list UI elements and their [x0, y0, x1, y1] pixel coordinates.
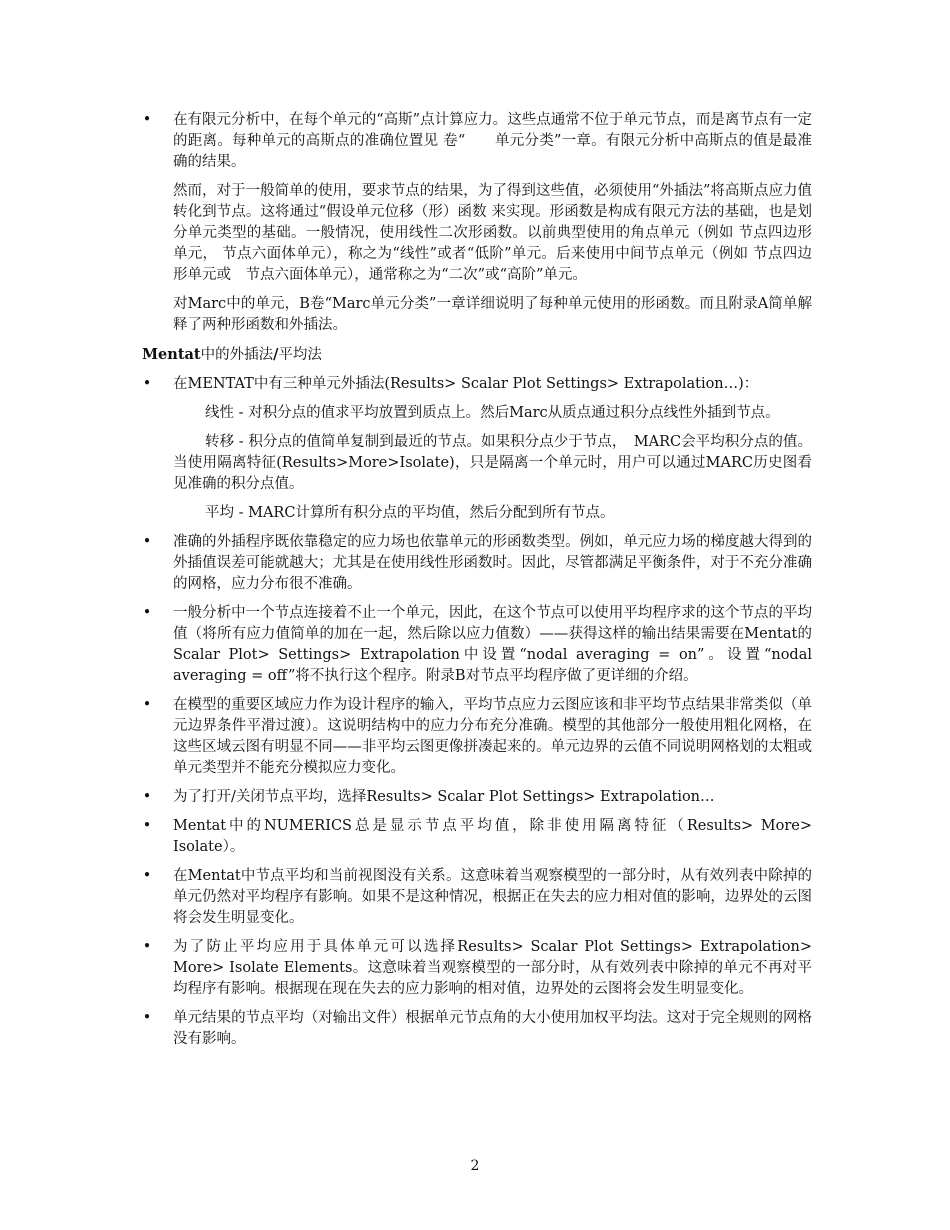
page-number: 2 [470, 1158, 480, 1174]
bullet-item [142, 816, 812, 858]
bullet-dot: • [142, 376, 152, 392]
bullet-text: 在Mentat中节点平均和当前视图没有关系。这意味着当观察模型的一部分时，从有效列表中除掉的单元仍然对平均程序有影响。如果不是这种情况，根据正在失去的应力相对值的影响，边界处的云图将会发生明显变化。 [173, 868, 812, 926]
bullet-item [142, 787, 812, 808]
bullet-dot: • [142, 868, 152, 884]
method-text: 线性 - 对积分点的值求平均放置到质点上。然后Marc从质点通过积分点线性外插到节点。 [205, 405, 780, 421]
heading-text: 中的外插法 [200, 347, 274, 363]
bullet-text: 准确的外插程序既依靠稳定的应力场也依靠单元的形函数类型。例如，单元应力场的梯度越大得到的外插值误差可能就越大；尤其是在使用线性形函数时。因此，尽管都满足平衡条件，对于不充分准确的网格，应力分布很不准确。 [173, 534, 812, 592]
bullet-dot: • [142, 534, 152, 550]
bullet-text: 一般分析中一个节点连接着不止一个单元，因此，在这个节点可以使用平均程序求的这个节点的平均值（将所有应力值简单的加在一起，然后除以应力值数）——获得这样的输出结果需要在Mentat的Scalar Plot> Settings> Extrapolation中设置“nodal averaging = on”。设置“nodal averaging = off”将不执行这个程序。附录B对节点平均程序做了更详细的介绍。 [173, 605, 812, 684]
bullet-dot: • [142, 605, 152, 621]
bullet-item [142, 1008, 812, 1050]
method-text: 转移 - 积分点的值简单复制到最近的节点。如果积分点少于节点， MARC会平均积分点的值。当使用隔离特征(Results>More>Isolate)，只是隔离一个单元时，用户可以通过MARC历史图看见准确的积分点值。 [173, 434, 812, 492]
bullet-dot: • [142, 1010, 152, 1026]
method-paragraph [142, 432, 812, 495]
bullet-dot: • [142, 939, 152, 955]
bullet-text: 为了打开/关闭节点平均，选择Results> Scalar Plot Settings> Extrapolation… [173, 789, 715, 805]
page-content [142, 110, 812, 1058]
heading-bold: / [273, 346, 279, 363]
bullet-item [142, 532, 812, 595]
heading-bold: Mentat [142, 346, 201, 363]
bullet-text: 在模型的重要区域应力作为设计程序的输入，平均节点应力云图应该和非平均节点结果非常类似（单元边界条件平滑过渡）。这说明结构中的应力分布充分准确。模型的其他部分一般使用粗化网格，在这些区域云图有明显不同——非平均云图更像拼凑起来的。单元边界的云值不同说明网格划的太粗或单元类型并不能充分模拟应力变化。 [173, 697, 812, 776]
bullet-item [142, 374, 812, 395]
section-heading [142, 344, 812, 366]
bullet-dot: • [142, 697, 152, 713]
bullet-item [142, 937, 812, 1000]
bullet-item [142, 603, 812, 687]
bullet-dot: • [142, 818, 152, 834]
bullet-text: Mentat中的NUMERICS总是显示节点平均值，除非使用隔离特征（Results> More> Isolate）。 [173, 818, 812, 855]
bullet-dot: • [142, 112, 152, 128]
bullet-item [142, 110, 812, 173]
method-paragraph [142, 403, 812, 424]
method-text: 平均 - MARC计算所有积分点的平均值，然后分配到所有节点。 [205, 505, 615, 521]
bullet-dot: • [142, 789, 152, 805]
bullet-item [142, 866, 812, 929]
method-paragraph [142, 503, 812, 524]
bullet-text: 单元结果的节点平均（对输出文件）根据单元节点角的大小使用加权平均法。这对于完全规则的网格没有影响。 [173, 1010, 812, 1047]
bullet-text: 在有限元分析中，在每个单元的“高斯”点计算应力。这些点通常不位于单元节点，而是离节点有一定的距离。每种单元的高斯点的准确位置见 卷“ 单元分类”一章。有限元分析中高斯点的值是最准确的结果。 [173, 112, 812, 170]
paragraph: 对Marc中的单元，B卷“Marc单元分类”一章详细说明了每种单元使用的形函数。而且附录A简单解释了两种形函数和外插法。 [173, 296, 812, 333]
heading-text: 平均法 [278, 347, 322, 363]
paragraph: 然而，对于一般简单的使用，要求节点的结果，为了得到这些值，必须使用“外插法”将高斯点应力值转化到节点。这将通过“假设单元位移（形）函数 来实现。形函数是构成有限元方法的基础，也是划分单元类型的基础。一般情况，使用线性二次形函数。以前典型使用的角点单元（例如 节点四边形单元， 节点六面体单元），称之为“线性”或者“低阶”单元。后来使用中间节点单元（例如 节点四边形单元或 节点六面体单元），通常称之为“二次”或“高阶”单元。 [173, 183, 812, 283]
bullet-text: 为了防止平均应用于具体单元可以选择Results> Scalar Plot Settings> Extrapolation> More> Isolate Elements。这意味着当观察模型的一部分时，从有效列表中除掉的单元不再对平均程序有影响。根据现在现在失去的应力影响的相对值，边界处的云图将会发生明显变化。 [173, 939, 812, 997]
bullet-item [142, 695, 812, 779]
bullet-text: 在MENTAT中有三种单元外插法(Results> Scalar Plot Settings> Extrapolation…)： [173, 376, 759, 392]
